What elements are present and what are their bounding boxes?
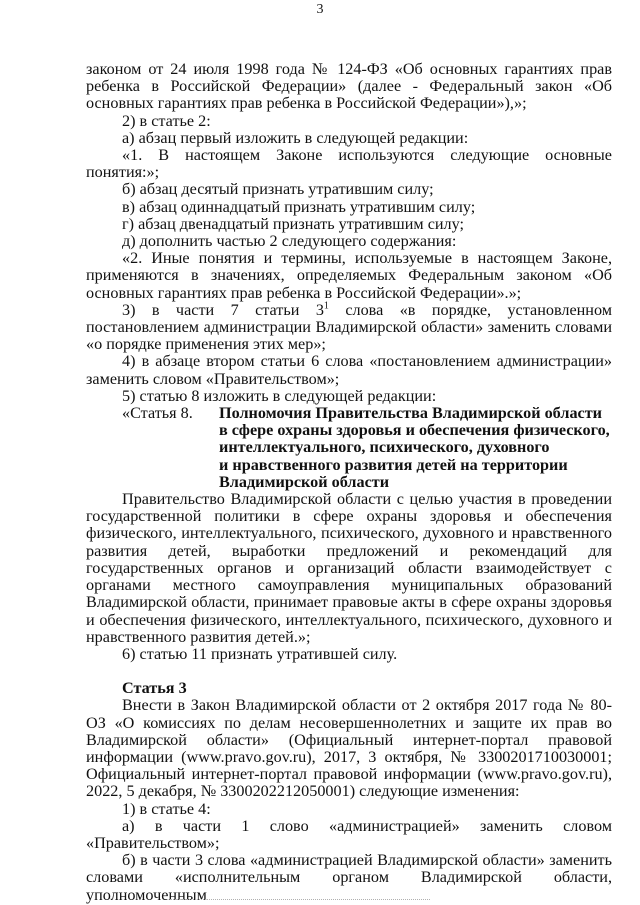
page-number: 3 (316, 2, 324, 17)
paragraph-quote-2: «2. Иные понятия и термины, используемые в настоящем Законе, применяются в значениях, определяемых Федеральным законом «Об основных гарантиях прав ребенка в Российской Федерации».»; (86, 249, 612, 302)
paragraph-item-5: 5) статью 8 изложить в следующей редакции: (122, 386, 437, 405)
paragraph-item-2g: г) абзац двенадцатый признать утратившим силу; (122, 214, 464, 233)
paragraph-article-3-intro: Внести в Закон Владимирской области от 2 октября 2017 года № 80-ОЗ «О комиссиях по делам несовершеннолетних и защите их прав во Владимирской области» (Официальный интернет-портал правовой информации (www.pravo.gov.ru), 2017, 3 октября, № 3300201710030001; Официальный интернет-портал правовой информации (www.pravo.gov.ru), 2022, 5 декабря, № 3300202212050001) следующие изменения: (86, 696, 612, 801)
article-8-title-line: в сфере охраны здоровья и обеспечения физического, (219, 421, 610, 440)
article-8-title-line: Полномочия Правительства Владимирской области (219, 404, 602, 423)
paragraph-a3-item-1: 1) в статье 4: (122, 799, 211, 818)
paragraph-a3-item-1a: а) в части 1 слово «администрацией» заменить словом «Правительством»; (86, 816, 612, 852)
spacer (86, 663, 612, 680)
item-3-text-start: 3) в части 7 статьи 3 (122, 300, 324, 319)
paragraph-item-2a: а) абзац первый изложить в следующей редакции: (122, 128, 469, 147)
paragraph-item-4: 4) в абзаце втором статьи 6 слова «постановлением администрации» заменить словом «Правительством»; (86, 352, 612, 388)
item-3-text-end: слова «в порядке, установленном постановлением администрации Владимирской области» заменить словами «о порядке применения этих мер»; (86, 300, 612, 354)
paragraph-item-2b: б) абзац десятый признать утратившим силу; (122, 180, 434, 199)
article-8-title (219, 405, 612, 491)
bottom-dotted-line (170, 899, 430, 900)
paragraph-item-2d: д) дополнить частью 2 следующего содержания: (122, 232, 457, 251)
article-8-heading (86, 405, 612, 491)
article-8-title-line: и нравственного развития детей на территории (219, 455, 568, 474)
article-8-title-line: интеллектуального, психического, духовного (219, 438, 550, 457)
paragraph-quote-1: «1. В настоящем Законе используются следующие основные понятия:»; (86, 146, 612, 182)
paragraph-item-2: 2) в статье 2: (122, 111, 211, 130)
item-3-superscript: 1 (323, 300, 329, 312)
article-8-title-line: Владимирской области (219, 472, 390, 491)
article-8-label: «Статья 8. (122, 404, 193, 423)
paragraph-item-2v: в) абзац одиннадцатый признать утратившим силу; (122, 197, 476, 216)
document-body (86, 61, 612, 904)
paragraph-item-6: 6) статью 11 признать утратившей силу. (122, 644, 398, 663)
paragraph-article-8-body: Правительство Владимирской области с целью участия в проведении государственной политики в сфере охраны здоровья и обеспечения физического, интеллектуального, психического, духовного и нравственного развития детей, выработки предложений и рекомендаций для государственных органов и организаций области взаимодействует с органами местного самоуправления муниципальных образований Владимирской области, принимает правовые акты в сфере охраны здоровья и обеспечения физического, интеллектуального, психического, духовного и нравственного развития детей.»; (86, 490, 612, 646)
paragraph-continuation: законом от 24 июля 1998 года № 124-ФЗ «Об основных гарантиях прав ребенка в Российской Федерации» (далее - Федеральный закон «Об основных гарантиях прав ребенка в Российской Федерации»),»; (86, 60, 612, 113)
paragraph-a3-item-1b: б) в части 3 слова «администрацией Владимирской области» заменить словами «исполнительным органом Владимирской области, уполномоченным (86, 851, 612, 904)
article-3-heading: Статья 3 (122, 679, 187, 698)
paragraph-item-3 (86, 302, 612, 354)
